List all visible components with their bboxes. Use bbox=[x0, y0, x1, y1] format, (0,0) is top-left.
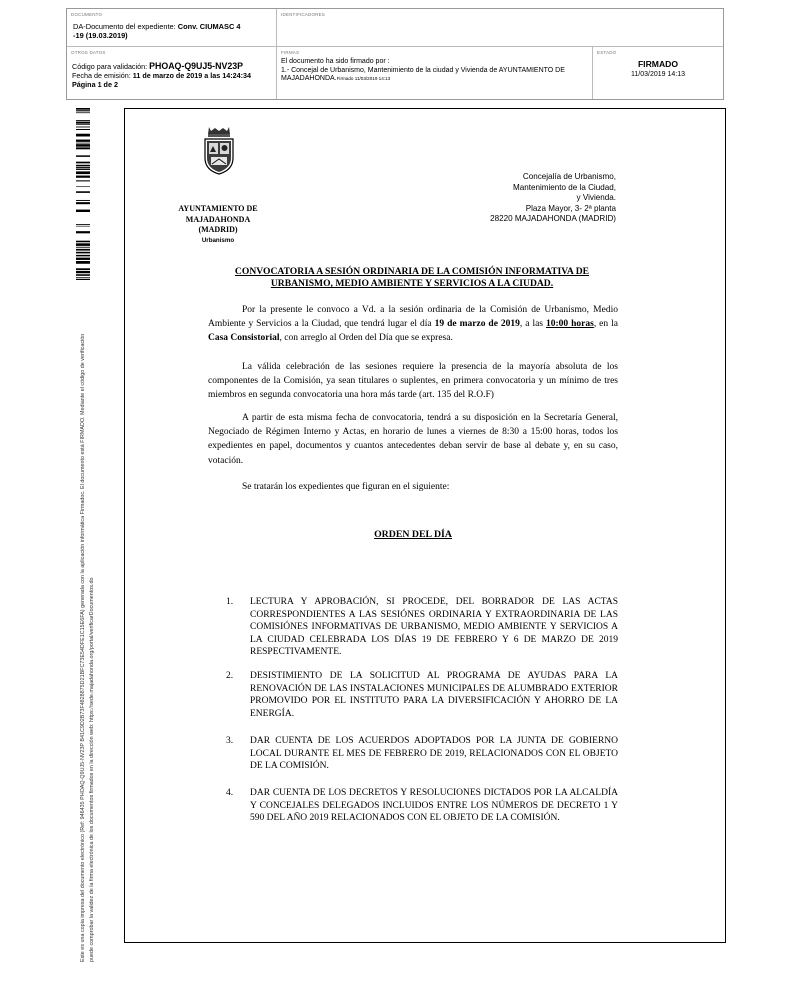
coat-of-arms-icon bbox=[200, 124, 238, 176]
header-cell-identificadores bbox=[277, 9, 723, 47]
header-cell-otros-datos bbox=[67, 47, 277, 99]
firmas-value: El documento ha sido firmado por : 1.- Concejal de Urbanismo, Mantenimiento de la ciudad y Vivienda de AYUNTAMIENTO DE MAJADAHONDA.Firmado 11/03/2019 14:13 bbox=[281, 58, 565, 83]
page-number: Página 1 de 2 bbox=[72, 79, 118, 89]
paragraph-disposicion: A partir de esta misma fecha de convocatoria, tendrá a su disposición en la Secretaría General, Negociado de Régimen Interno y Actas, en horario de lunes a viernes de 8:30 a 15:00 horas, todos los expedientes en papel, documentos y cuantos antecedentes deban servir de base al debate y, en su caso, votación. bbox=[208, 413, 618, 466]
estado-value: FIRMADO bbox=[637, 59, 679, 69]
paragraph-convocatoria: Por la presente le convoco a Vd. a la sesión ordinaria de la Comisión de Urbanismo, Medio Ambiente y Servicios a la Ciudad, que tendrá lugar el día 19 de marzo de 2019, a las 10:00 horas, en la Casa Consistorial, con arreglo al Orden del Día que se expresa. bbox=[208, 305, 618, 344]
documento-value: DA-Documento del expediente: Conv. CIUMASC 4 -19 (19.03.2019) bbox=[73, 22, 241, 40]
paragraph-expedientes: Se tratarán los expedientes que figuran en el siguiente: bbox=[242, 482, 450, 492]
validation-code: PHOAQ-Q9UJ5-NV23P bbox=[149, 61, 243, 71]
paragraph-quorum: La válida celebración de las sesiones requiere la presencia de la mayoría absoluta de los componentes de la Comisión, ya sean titulares o suplentes, en primera convocatoria y un mínimo de tres miembros en segunda convocatoria una hora más tarde (art. 135 del R.O.F) bbox=[208, 362, 618, 401]
firmas-caption: FIRMAS bbox=[281, 50, 300, 55]
documento-caption: DOCUMENTO bbox=[71, 12, 103, 17]
letterhead-name: AYUNTAMIENTO DE MAJADAHONDA (MADRID) Urbanismo bbox=[160, 204, 276, 246]
header-cell-estado bbox=[593, 47, 723, 99]
letterhead-department: Urbanismo bbox=[201, 236, 235, 244]
header-cell-documento bbox=[67, 9, 277, 47]
sender-address: Concejalía de Urbanismo, Mantenimiento de la Ciudad, y Vivienda. Plaza Mayor, 3- 2ª planta 28220 MAJADAHONDA (MADRID) bbox=[490, 172, 616, 224]
document-header-table bbox=[66, 8, 724, 100]
orden-del-dia-title: ORDEN DEL DÍA bbox=[374, 529, 452, 540]
estado-date: 11/03/2019 14:13 bbox=[631, 71, 685, 78]
otros-datos-caption: OTROS DATOS bbox=[71, 50, 106, 55]
otros-datos-value: Código para validación: PHOAQ-Q9UJ5-NV23P Fecha de emisión: 11 de marzo de 2019 a las 14:24:34 Página 1 de 2 bbox=[72, 61, 252, 89]
header-cell-firmas bbox=[277, 47, 593, 99]
document-title: CONVOCATORIA A SESIÓN ORDINARIA DE LA COMISIÓN INFORMATIVA DE URBANISMO, MEDIO AMBIENTE Y SERVICIOS A LA CIUDAD. bbox=[234, 266, 590, 290]
estado-caption: ESTADO bbox=[597, 50, 617, 55]
identificadores-caption: IDENTIFICADORES bbox=[281, 12, 326, 17]
side-verification-text-1: Este es una copia impresa del documento electrónico (Ref: 946435 PHOAQ-Q9UJ5-NV23P B41C9D2B73F4828875D21BFC73E54DFE1C15E6FA) generada con la aplicación informática Firmadoc. El documento está FIRMADO. Mediante el código de verificación bbox=[80, 333, 86, 962]
barcode-icon bbox=[76, 108, 90, 280]
side-verification-text-2: puede comprobar la validez de la firma electrónica de los documentos firmados en la dirección web: https://sede.majadahonda.org/portal/verificarDocumentos.do bbox=[89, 577, 95, 962]
